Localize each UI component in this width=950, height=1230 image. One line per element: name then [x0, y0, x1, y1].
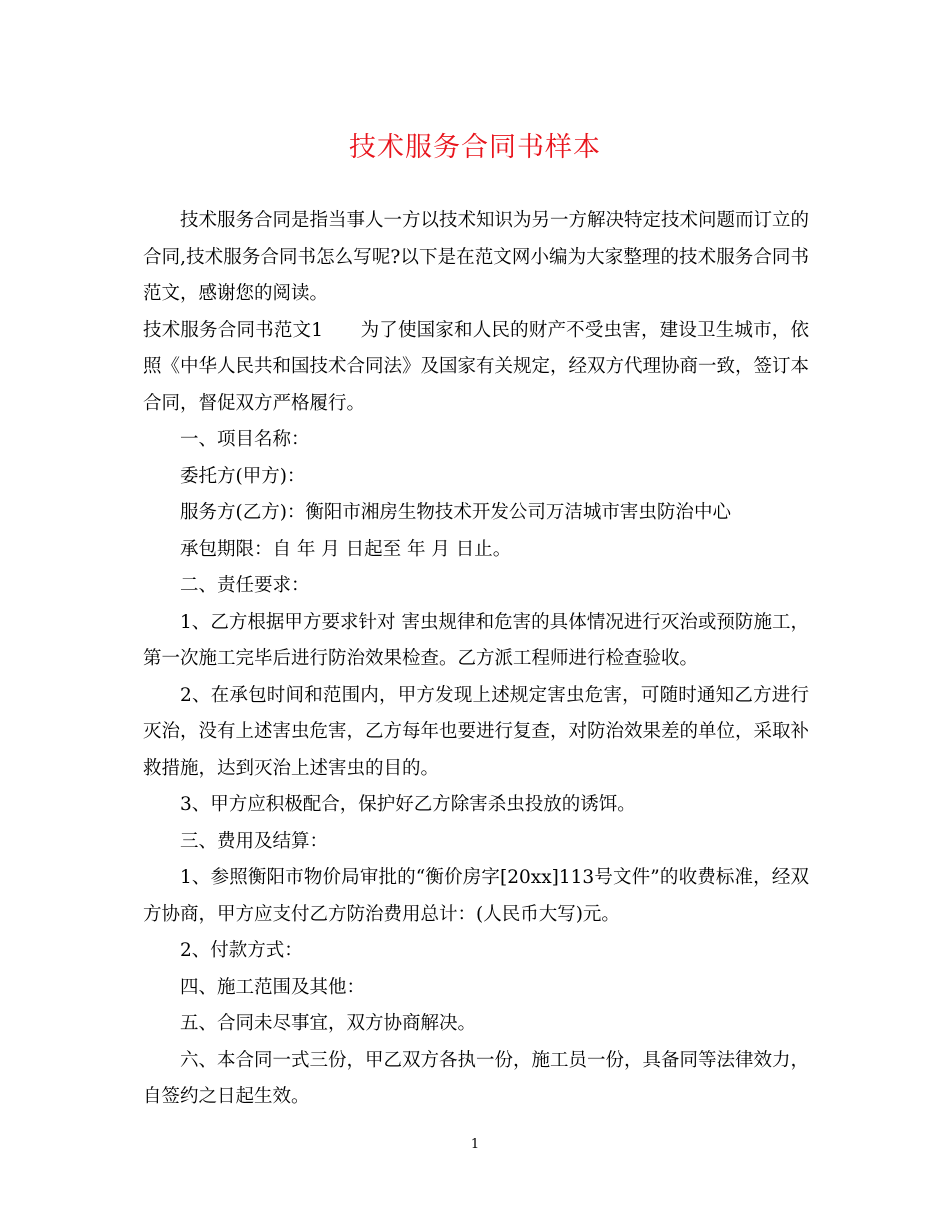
paragraph-intro: 技术服务合同是指当事人一方以技术知识为另一方解决特定技术问题而订立的合同,技术服务合同书怎么写呢?以下是在范文网小编为大家整理的技术服务合同书范文，感谢您的阅读。 — [143, 210, 810, 304]
paragraph-contract-term: 承包期限：自 年 月 日起至 年 月 日止。 — [180, 538, 512, 560]
paragraph-responsibility-1: 1、乙方根据甲方要求针对 害虫规律和危害的具体情况进行灭治或预防施工，第一次施工完毕后进行防治效果检查。乙方派工程师进行检查验收。 — [143, 611, 809, 669]
paragraph-section-other: 五、合同未尽事宜，双方协商解决。 — [180, 1013, 477, 1034]
paragraph-section-copies: 六、本合同一式三份，甲乙双方各执一份，施工员一份，具备同等法律效力，自签约之日起生效。 — [143, 1049, 810, 1107]
paragraph-party-a: 委托方(甲方)： — [180, 465, 306, 487]
paragraph-party-b: 服务方(乙方)：衡阳市湘房生物技术开发公司万洁城市害虫防治中心 — [180, 502, 731, 523]
paragraph-responsibility-3: 3、甲方应积极配合，保护好乙方除害杀虫投放的诱饵。 — [180, 794, 636, 815]
paragraph-section-responsibilities: 二、责任要求： — [180, 575, 310, 596]
paragraph-sample-heading: 技术服务合同书范文1 为了使国家和人民的财产不受虫害，建设卫生城市，依照《中华人民共和国技术合同法》及国家有关规定，经双方代理协商一致，签订本合同，督促双方严格履行。 — [143, 319, 810, 414]
page-number: 1 — [470, 1137, 480, 1152]
document-title: 技术服务合同书样本 — [349, 132, 601, 163]
paragraph-section-fees: 三、费用及结算： — [180, 830, 329, 852]
paragraph-fees-2: 2、付款方式： — [180, 940, 303, 961]
paragraph-section-scope: 四、施工范围及其他： — [180, 976, 366, 998]
paragraph-fees-1: 1、参照衡阳市物价局审批的“衡价房字[20xx]113号文件”的收费标准，经双方协商，甲方应支付乙方防治费用总计：(人民币大写)元。 — [143, 867, 809, 925]
paragraph-responsibility-2: 2、在承包时间和范围内，甲方发现上述规定害虫危害，可随时通知乙方进行灭治，没有上述害虫危害，乙方每年也要进行复查，对防治效果差的单位，采取补救措施，达到灭治上述害虫的目的。 — [143, 684, 810, 779]
paragraph-project-name: 一、项目名称： — [180, 429, 310, 450]
document-body — [143, 203, 809, 1116]
